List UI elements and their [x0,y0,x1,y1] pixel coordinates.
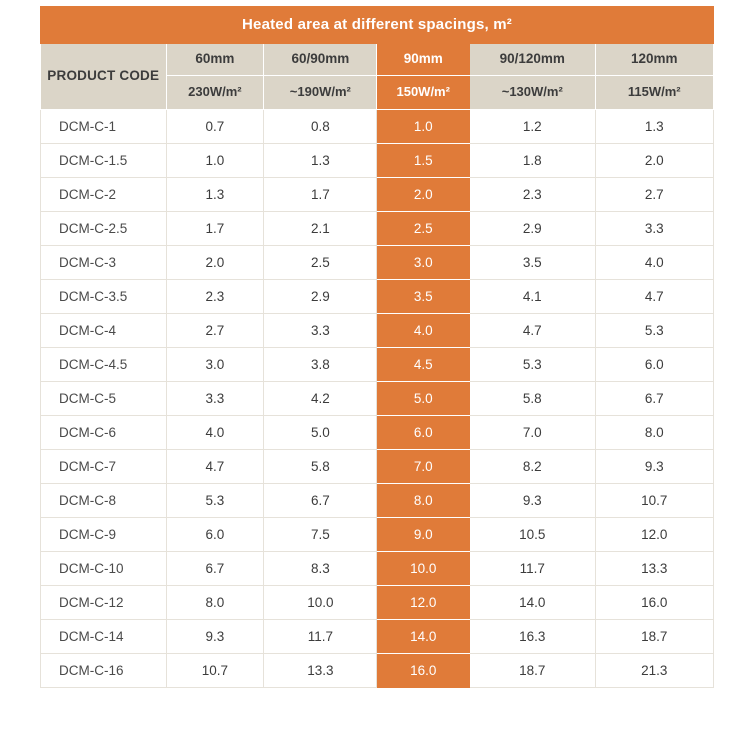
area-cell: 9.3 [595,450,713,484]
table-row [41,348,714,382]
area-cell: 4.0 [377,314,470,348]
header-spacing-60mm: 60mm [166,44,264,76]
table-row [41,382,714,416]
area-cell: 5.3 [166,484,264,518]
area-cell: 1.8 [470,144,596,178]
area-cell: 10.7 [595,484,713,518]
area-cell: 3.8 [264,348,377,382]
table-row [41,212,714,246]
area-cell: 6.0 [377,416,470,450]
area-cell: 3.5 [470,246,596,280]
product-code-cell: DCM-C-1.5 [41,144,167,178]
area-cell: 4.1 [470,280,596,314]
header-spacing-row [41,44,714,76]
product-code-cell: DCM-C-5 [41,382,167,416]
product-code-cell: DCM-C-12 [41,586,167,620]
table-row [41,552,714,586]
header-spacing-120mm: 120mm [595,44,713,76]
area-cell: 2.5 [264,246,377,280]
area-cell: 10.7 [166,654,264,688]
area-cell: 8.3 [264,552,377,586]
area-cell: 1.3 [595,110,713,144]
area-cell: 6.7 [166,552,264,586]
table-row [41,280,714,314]
table-row [41,314,714,348]
product-code-cell: DCM-C-8 [41,484,167,518]
table-row [41,246,714,280]
area-cell: 3.3 [595,212,713,246]
table-head [41,7,714,110]
area-cell: 1.0 [166,144,264,178]
product-code-cell: DCM-C-7 [41,450,167,484]
table-row [41,178,714,212]
area-cell: 4.7 [470,314,596,348]
area-cell: 4.0 [166,416,264,450]
area-cell: 18.7 [595,620,713,654]
product-code-cell: DCM-C-4 [41,314,167,348]
product-code-cell: DCM-C-3.5 [41,280,167,314]
table-row [41,586,714,620]
area-cell: 5.0 [264,416,377,450]
table-row [41,484,714,518]
area-cell: 18.7 [470,654,596,688]
area-cell: 4.5 [377,348,470,382]
table-body [41,110,714,688]
area-cell: 10.0 [377,552,470,586]
table-row [41,620,714,654]
area-cell: 12.0 [595,518,713,552]
product-code-cell: DCM-C-4.5 [41,348,167,382]
area-cell: 11.7 [470,552,596,586]
area-cell: 8.2 [470,450,596,484]
area-cell: 7.0 [377,450,470,484]
area-cell: 1.5 [377,144,470,178]
area-cell: 2.9 [264,280,377,314]
area-cell: 8.0 [166,586,264,620]
area-cell: 2.5 [377,212,470,246]
product-code-cell: DCM-C-6 [41,416,167,450]
area-cell: 2.3 [166,280,264,314]
area-cell: 4.2 [264,382,377,416]
area-cell: 3.0 [166,348,264,382]
area-cell: 5.3 [595,314,713,348]
area-cell: 1.7 [264,178,377,212]
area-cell: 9.3 [470,484,596,518]
area-cell: 5.8 [470,382,596,416]
product-code-cell: DCM-C-10 [41,552,167,586]
area-cell: 3.5 [377,280,470,314]
area-cell: 14.0 [377,620,470,654]
area-cell: 11.7 [264,620,377,654]
product-code-cell: DCM-C-1 [41,110,167,144]
area-cell: 13.3 [264,654,377,688]
area-cell: 10.5 [470,518,596,552]
area-cell: 2.0 [377,178,470,212]
product-code-cell: DCM-C-14 [41,620,167,654]
table-row [41,144,714,178]
area-cell: 16.0 [377,654,470,688]
area-cell: 2.1 [264,212,377,246]
area-cell: 7.0 [470,416,596,450]
table-row [41,518,714,552]
header-spacing-90mm: 90mm [377,44,470,76]
area-cell: 10.0 [264,586,377,620]
area-cell: 1.3 [166,178,264,212]
area-cell: 1.7 [166,212,264,246]
area-cell: 6.0 [595,348,713,382]
header-power-120mm: 115W/m² [595,75,713,109]
area-cell: 3.0 [377,246,470,280]
area-cell: 4.7 [166,450,264,484]
table-row [41,450,714,484]
table-row [41,416,714,450]
area-cell: 9.0 [377,518,470,552]
area-cell: 4.0 [595,246,713,280]
area-cell: 5.3 [470,348,596,382]
area-cell: 4.7 [595,280,713,314]
product-code-cell: DCM-C-9 [41,518,167,552]
area-cell: 16.0 [595,586,713,620]
header-power-90mm: 150W/m² [377,75,470,109]
heated-area-table [40,6,714,688]
area-cell: 8.0 [595,416,713,450]
header-spacing-90-120mm: 90/120mm [470,44,596,76]
area-cell: 1.0 [377,110,470,144]
area-cell: 0.7 [166,110,264,144]
area-cell: 5.8 [264,450,377,484]
area-cell: 0.8 [264,110,377,144]
area-cell: 2.0 [166,246,264,280]
area-cell: 8.0 [377,484,470,518]
product-code-cell: DCM-C-16 [41,654,167,688]
title-row [41,7,714,44]
header-power-60mm: 230W/m² [166,75,264,109]
product-code-cell: DCM-C-3 [41,246,167,280]
area-cell: 1.3 [264,144,377,178]
area-cell: 14.0 [470,586,596,620]
area-cell: 12.0 [377,586,470,620]
area-cell: 16.3 [470,620,596,654]
table-row [41,110,714,144]
area-cell: 2.7 [166,314,264,348]
header-power-60-90mm: ~190W/m² [264,75,377,109]
header-spacing-60-90mm: 60/90mm [264,44,377,76]
product-code-cell: DCM-C-2.5 [41,212,167,246]
header-product-code: PRODUCT CODE [41,44,167,110]
product-code-cell: DCM-C-2 [41,178,167,212]
area-cell: 2.3 [470,178,596,212]
area-cell: 9.3 [166,620,264,654]
area-cell: 7.5 [264,518,377,552]
area-cell: 6.7 [264,484,377,518]
area-cell: 2.0 [595,144,713,178]
table-title: Heated area at different spacings, m² [41,7,714,44]
table-row [41,654,714,688]
area-cell: 1.2 [470,110,596,144]
area-cell: 13.3 [595,552,713,586]
area-cell: 2.7 [595,178,713,212]
area-cell: 5.0 [377,382,470,416]
area-cell: 3.3 [166,382,264,416]
area-cell: 21.3 [595,654,713,688]
area-cell: 6.7 [595,382,713,416]
header-power-90-120mm: ~130W/m² [470,75,596,109]
area-cell: 2.9 [470,212,596,246]
area-cell: 6.0 [166,518,264,552]
area-cell: 3.3 [264,314,377,348]
